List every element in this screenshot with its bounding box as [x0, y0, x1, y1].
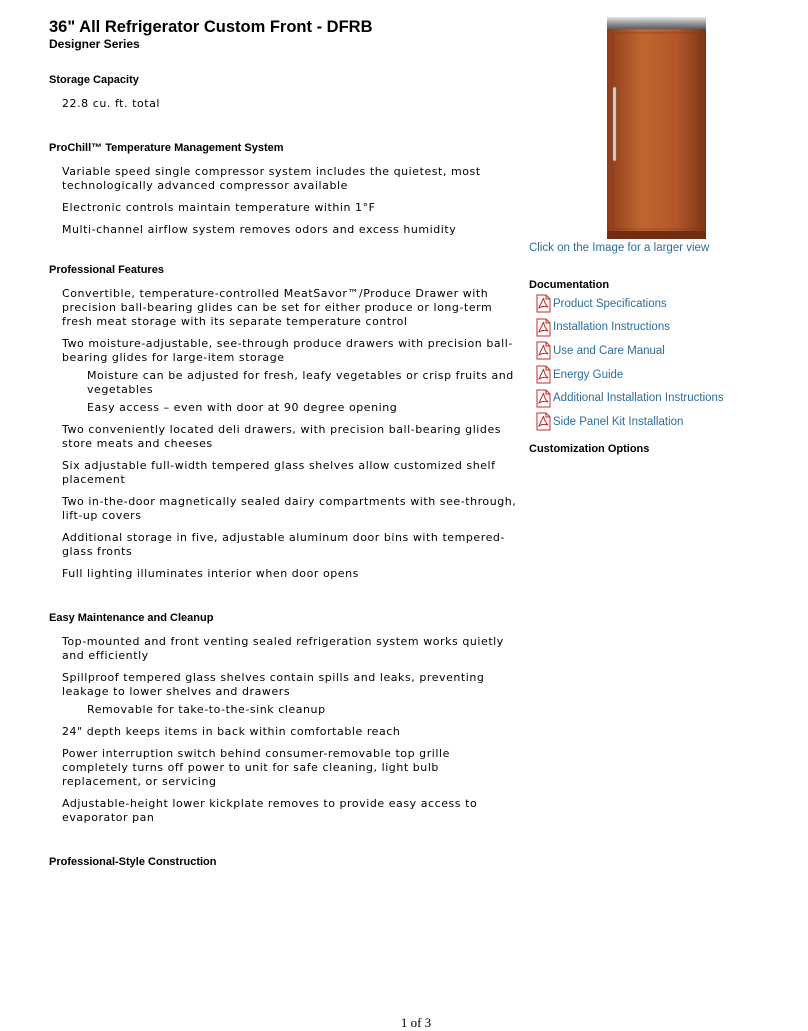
pdf-icon[interactable]	[534, 412, 553, 431]
feature-sections	[49, 74, 519, 869]
document-link[interactable]: Product Specifications	[553, 297, 667, 310]
document-link[interactable]: Side Panel Kit Installation	[553, 415, 684, 428]
product-image[interactable]	[607, 17, 706, 239]
pdf-icon[interactable]	[534, 389, 553, 408]
document-item[interactable]	[534, 410, 724, 434]
feature-item: Variable speed single compressor system includes the quietest, most technologically advanced compressor available	[62, 165, 481, 192]
feature-item: Power interruption switch behind consumer-removable top grille completely turns off power to unit for safe cleaning, light bulb replacement, or servicing	[62, 747, 450, 788]
page-subtitle: Designer Series	[49, 37, 140, 51]
document-link[interactable]: Installation Instructions	[553, 321, 670, 334]
document-item[interactable]	[534, 363, 724, 387]
feature-item: Multi-channel airflow system removes odors and excess humidity	[62, 223, 457, 236]
feature-subitem: Easy access – even with door at 90 degree opening	[87, 401, 398, 414]
documentation-list	[534, 292, 724, 434]
section-heading: ProChill™ Temperature Management System	[49, 142, 284, 154]
document-link[interactable]: Energy Guide	[553, 368, 624, 381]
image-caption-link[interactable]: Click on the Image for a larger view	[529, 242, 710, 254]
section-heading: Easy Maintenance and Cleanup	[49, 612, 214, 624]
document-link[interactable]: Use and Care Manual	[553, 344, 665, 357]
pdf-icon[interactable]	[534, 294, 553, 313]
section-heading: Professional-Style Construction	[49, 856, 217, 868]
page-number: 1 of 3	[400, 1015, 432, 1030]
feature-item: Adjustable-height lower kickplate removes to provide easy access to evaporator pan	[62, 797, 478, 824]
feature-item: Two in-the-door magnetically sealed dairy compartments with see-through, lift-up covers	[62, 495, 517, 522]
pdf-icon[interactable]	[534, 365, 553, 384]
feature-item: Top-mounted and front venting sealed refrigeration system works quietly and efficiently	[62, 635, 504, 662]
section-heading: Storage Capacity	[49, 74, 139, 86]
pdf-icon[interactable]	[534, 341, 553, 360]
document-item[interactable]	[534, 292, 724, 316]
feature-item: Convertible, temperature-controlled MeatSavor™/Produce Drawer with precision ball-bearing glides can be set for either produce or long-term fresh meat storage with its separate temperature control	[62, 287, 493, 328]
feature-item: Electronic controls maintain temperature within 1°F	[62, 201, 376, 214]
feature-item: Two moisture-adjustable, see-through produce drawers with precision ball-bearing glides for large-item storage	[62, 337, 513, 364]
feature-subitem: Moisture can be adjusted for fresh, leafy vegetables or crisp fruits and vegetables	[87, 369, 514, 396]
feature-item: 24" depth keeps items in back within comfortable reach	[62, 725, 401, 738]
feature-item: 22.8 cu. ft. total	[62, 97, 161, 110]
feature-subitem: Removable for take-to-the-sink cleanup	[87, 703, 326, 716]
document-item[interactable]	[534, 386, 724, 410]
feature-item: Additional storage in five, adjustable aluminum door bins with tempered-glass fronts	[62, 531, 505, 558]
feature-item: Spillproof tempered glass shelves contain spills and leaks, preventing leakage to lower shelves and drawers	[62, 671, 485, 698]
refrigerator-illustration[interactable]	[607, 17, 706, 239]
documentation-heading: Documentation	[529, 279, 610, 291]
pdf-icon[interactable]	[534, 318, 553, 337]
customization-options-heading: Customization Options	[529, 443, 650, 455]
feature-item: Two conveniently located deli drawers, with precision ball-bearing glides store meats and cheeses	[62, 423, 502, 450]
document-item[interactable]	[534, 339, 724, 363]
feature-item: Six adjustable full-width tempered glass shelves allow customized shelf placement	[62, 459, 496, 486]
section-heading: Professional Features	[49, 264, 164, 276]
page-title: 36" All Refrigerator Custom Front - DFRB	[49, 18, 373, 36]
feature-item: Full lighting illuminates interior when door opens	[62, 567, 359, 580]
document-link[interactable]: Additional Installation Instructions	[553, 392, 724, 405]
document-item[interactable]	[534, 316, 724, 340]
main-content	[49, 18, 519, 869]
